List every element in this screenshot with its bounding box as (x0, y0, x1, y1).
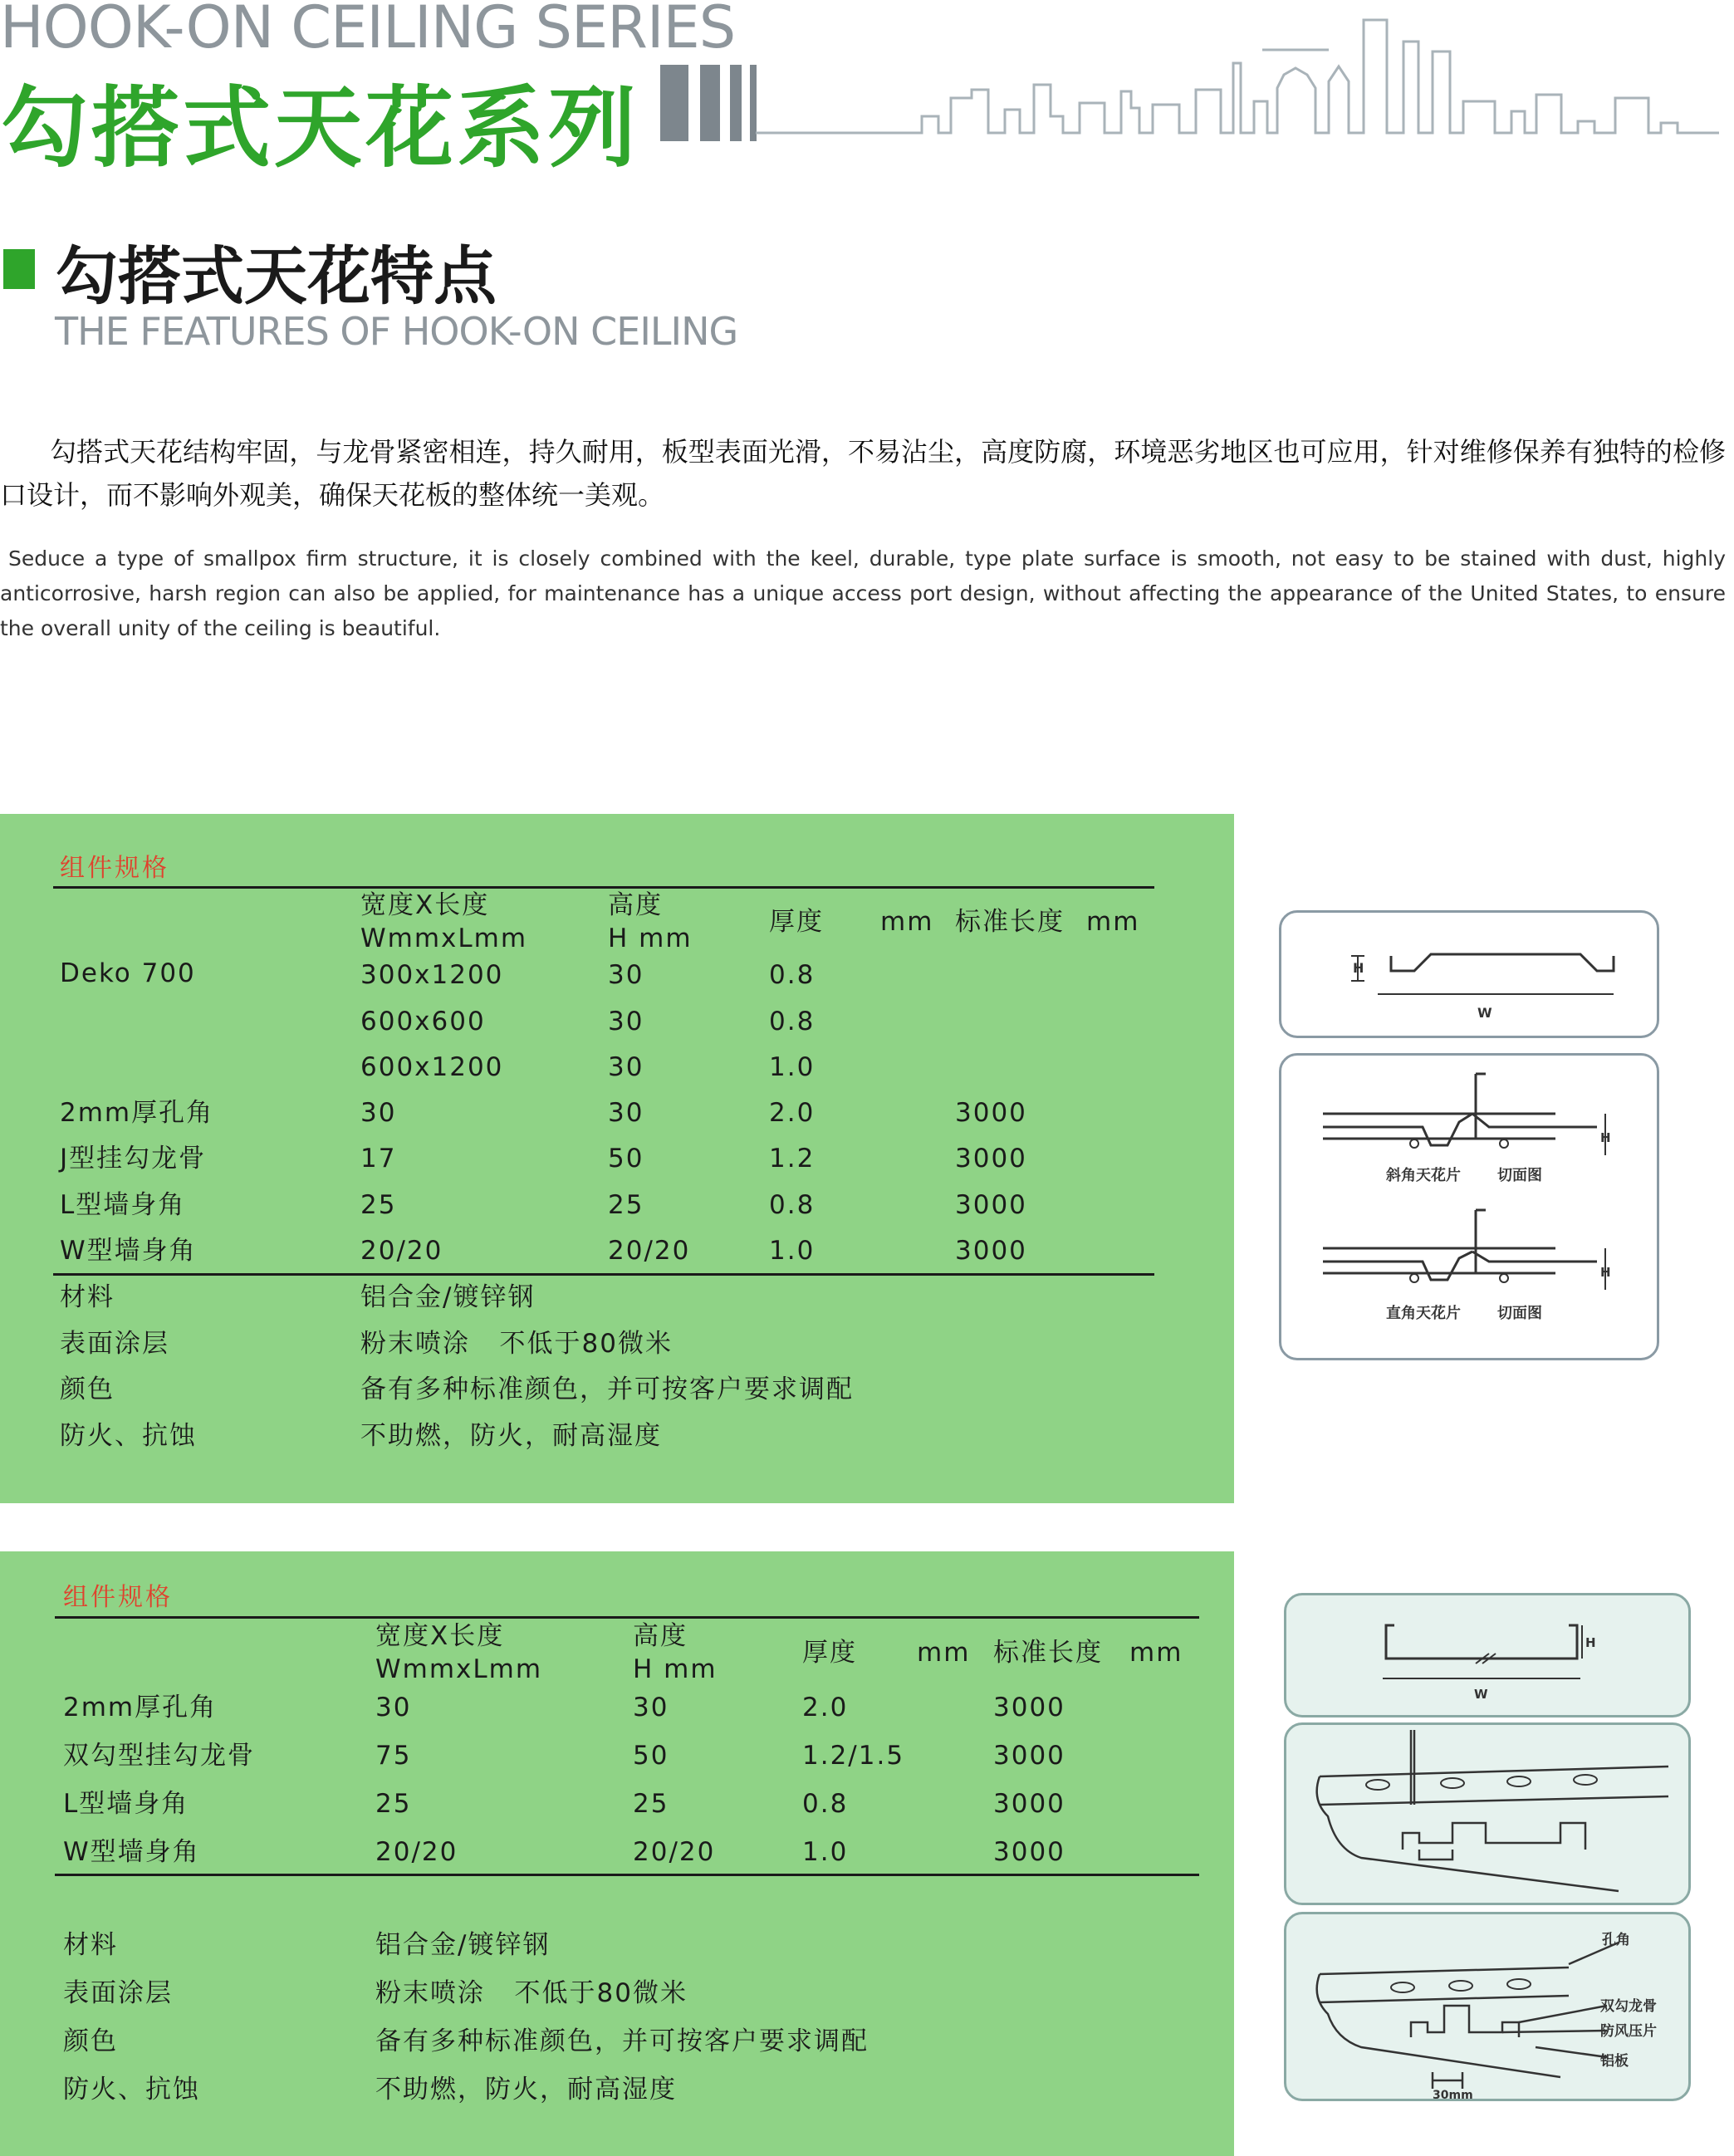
prop-value: 粉末喷涂 不低于80微米 (360, 1329, 674, 1359)
w-dim-label: W (1477, 1005, 1492, 1021)
row-name: 2mm厚孔角 (63, 1693, 218, 1722)
row-thickness: 0.8 (802, 1789, 849, 1819)
header-width-unit: WmmxLmm (375, 1654, 543, 1684)
label-wind-clip: 防风压片 (1600, 2023, 1657, 2040)
product-name: Deko 700 (60, 958, 196, 988)
row-height: 25 (608, 1190, 644, 1220)
header-thickness: 厚度 (802, 1638, 857, 1668)
prop-label: 颜色 (60, 1374, 115, 1404)
row-length: 3000 (955, 1190, 1027, 1220)
installation-diagram (1284, 1722, 1691, 1905)
series-title-cn: 勾搭式天花系列 (0, 77, 639, 179)
table-bottom-rule (55, 1874, 1199, 1876)
prop-label: 防火、抗蚀 (60, 1421, 197, 1451)
header-std-length: 标准长度 (993, 1638, 1103, 1668)
header-std-length-unit: mm (1086, 907, 1140, 937)
row-length: 3000 (955, 1236, 1027, 1266)
header-thickness: 厚度 (769, 907, 824, 937)
series-title-en: HOOK-ON CEILING SERIES (0, 0, 736, 61)
row-height: 30 (608, 1098, 644, 1128)
row-height: 30 (608, 1052, 644, 1082)
row-length: 3000 (993, 1693, 1065, 1722)
row-size: 75 (375, 1741, 412, 1771)
row-size: 25 (375, 1789, 412, 1819)
section-label: 切面图 (1497, 1167, 1542, 1184)
row-thickness: 1.2/1.5 (802, 1741, 905, 1771)
features-description-en: Seduce a type of smallpox firm structure, it is closely combined with the keel, durable, type plate surface is smooth, not easy to be stained with dust, highly anticorrosive, harsh region can also be applied, for maintenance has a unique access port design, without affecting the appearance of the United States, to ensure the overall unity of the ceiling is beautiful. (0, 546, 1726, 640)
h-dim-label: H (1585, 1635, 1596, 1650)
prop-label: 材料 (60, 1282, 115, 1312)
prop-label: 防火、抗蚀 (63, 2075, 200, 2105)
header-height: 高度 (608, 890, 663, 920)
prop-label: 表面涂层 (60, 1329, 169, 1359)
spec-title: 组件规格 (63, 1583, 173, 1612)
row-thickness: 1.2 (769, 1144, 816, 1174)
row-name: 2mm厚孔角 (60, 1098, 214, 1128)
profile-diagram-deko (1279, 910, 1659, 1038)
features-title-cn: 勾搭式天花特点 (55, 239, 497, 313)
row-height: 30 (633, 1693, 669, 1722)
row-height: 50 (633, 1741, 669, 1771)
prop-label: 颜色 (63, 2026, 118, 2056)
section-diagram-hook (1279, 1053, 1659, 1360)
row-size: 600x1200 (360, 1052, 504, 1082)
row-size: 600x600 (360, 1007, 486, 1036)
bevel-panel-label: 斜角天花片 (1386, 1167, 1461, 1184)
table-top-rule (55, 1616, 1199, 1619)
row-thickness: 1.0 (802, 1837, 849, 1867)
header-height: 高度 (633, 1621, 688, 1651)
row-size: 20/20 (360, 1236, 443, 1266)
prop-value: 备有多种标准颜色，并可按客户要求调配 (375, 2026, 869, 2056)
row-size: 300x1200 (360, 960, 504, 990)
row-thickness: 1.0 (769, 1052, 816, 1082)
row-name: J型挂勾龙骨 (60, 1144, 207, 1174)
prop-label: 材料 (63, 1930, 118, 1960)
header-width: 宽度X长度 (360, 890, 490, 920)
header-std-length-unit: mm (1129, 1638, 1183, 1668)
right-angle-panel-label: 直角天花片 (1386, 1305, 1461, 1322)
section-marker (3, 249, 35, 289)
table-bottom-rule (53, 1273, 1154, 1276)
row-height: 30 (608, 1007, 644, 1036)
row-height: 30 (608, 960, 644, 990)
profile-diagram-double-hook (1284, 1593, 1691, 1717)
row-size: 30 (375, 1693, 412, 1722)
header-width-unit: WmmxLmm (360, 924, 528, 953)
row-thickness: 0.8 (769, 1190, 816, 1220)
prop-label: 表面涂层 (63, 1978, 173, 2008)
row-size: 17 (360, 1144, 397, 1174)
header-height-unit: H mm (608, 924, 693, 953)
row-name: W型墙身角 (63, 1837, 200, 1867)
row-name: L型墙身角 (60, 1190, 186, 1220)
row-height: 20/20 (633, 1837, 716, 1867)
row-thickness: 0.8 (769, 1007, 816, 1036)
h-dim-label: H (1600, 1265, 1611, 1280)
prop-value: 粉末喷涂 不低于80微米 (375, 1978, 688, 2008)
detail-diagram-labels (1284, 1912, 1691, 2101)
spec-panel-2 (0, 1551, 1234, 2156)
label-hole-corner: 孔角 (1602, 1932, 1630, 1948)
row-size: 20/20 (375, 1837, 458, 1867)
row-name: W型墙身角 (60, 1236, 197, 1266)
row-height: 25 (633, 1789, 669, 1819)
label-aluminum-panel: 铝板 (1600, 2053, 1629, 2070)
spec-panel-1 (0, 814, 1234, 1503)
header-height-unit: H mm (633, 1654, 718, 1684)
prop-value: 铝合金/镀锌钢 (360, 1282, 536, 1312)
prop-value: 铝合金/镀锌钢 (375, 1930, 551, 1960)
header-std-length: 标准长度 (955, 907, 1065, 937)
row-size: 30 (360, 1098, 397, 1128)
features-title-en: THE FEATURES OF HOOK-ON CEILING (55, 309, 738, 354)
city-skyline-decoration (747, 8, 1719, 141)
row-thickness: 2.0 (769, 1098, 816, 1128)
row-length: 3000 (993, 1837, 1065, 1867)
h-dim-label: H (1353, 960, 1364, 976)
h-dim-label: H (1600, 1130, 1611, 1145)
row-thickness: 0.8 (769, 960, 816, 990)
row-length: 3000 (993, 1789, 1065, 1819)
row-size: 25 (360, 1190, 397, 1220)
header-thickness-unit: mm (917, 1638, 971, 1668)
row-length: 3000 (993, 1741, 1065, 1771)
row-height: 50 (608, 1144, 644, 1174)
header-thickness-unit: mm (880, 907, 934, 937)
label-double-hook: 双勾龙骨 (1600, 1998, 1657, 2015)
row-name: 双勾型挂勾龙骨 (63, 1741, 255, 1771)
header-width: 宽度X长度 (375, 1621, 505, 1651)
prop-value: 备有多种标准颜色，并可按客户要求调配 (360, 1374, 854, 1404)
label-30mm: 30mm (1433, 2089, 1473, 2099)
row-length: 3000 (955, 1098, 1027, 1128)
section-label: 切面图 (1497, 1305, 1542, 1322)
spec-title: 组件规格 (60, 854, 169, 883)
row-thickness: 1.0 (769, 1236, 816, 1266)
row-length: 3000 (955, 1144, 1027, 1174)
table-top-rule (53, 886, 1154, 889)
row-name: L型墙身角 (63, 1789, 189, 1819)
row-height: 20/20 (608, 1236, 691, 1266)
prop-value: 不助燃，防火，耐高湿度 (360, 1421, 662, 1451)
prop-value: 不助燃，防火，耐高湿度 (375, 2075, 677, 2105)
w-dim-label: W (1474, 1687, 1488, 1702)
features-description-cn: 勾搭式天花结构牢固，与龙骨紧密相连，持久耐用，板型表面光滑，不易沾尘，高度防腐，环境恶劣地区也可应用，针对维修保养有独特的检修口设计，而不影响外观美，确保天花板的整体统一美观。 (0, 436, 1726, 511)
row-thickness: 2.0 (802, 1693, 849, 1722)
